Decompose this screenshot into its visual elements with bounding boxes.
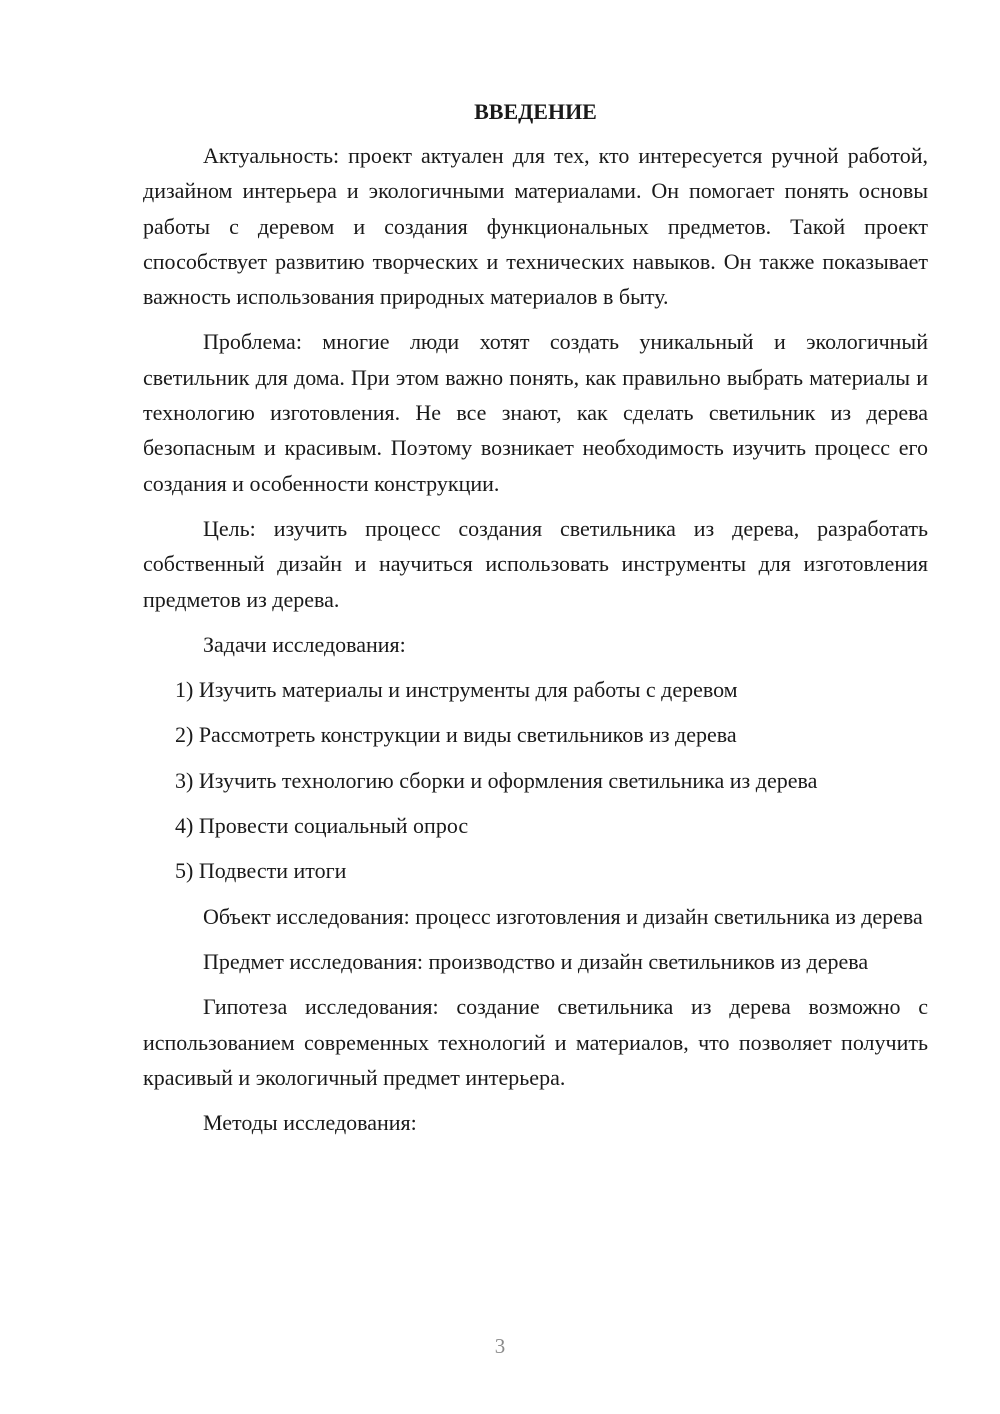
task-item-3: 3) Изучить технологию сборки и оформления светильника из дерева [175, 767, 818, 793]
goal-paragraph: Цель: изучить процесс создания светильника из дерева, разработать собственный дизайн и научиться использовать инструменты для изготовления предметов из дерева. [143, 515, 928, 612]
document-page [143, 96, 928, 1150]
subject-paragraph: Предмет исследования: производство и дизайн светильников из дерева [203, 948, 869, 974]
relevance-paragraph: Актуальность: проект актуален для тех, кто интересуется ручной работой, дизайном интерьера и экологичными материалами. Он помогает понять основы работы с деревом и создания функциональных предметов. Такой проект способствует развитию творческих и технических навыков. Он также показывает важность использования природных материалов в быту. [143, 143, 928, 310]
methods-heading: Методы исследования: [203, 1110, 417, 1136]
section-title: ВВЕДЕНИЕ [474, 99, 597, 124]
tasks-heading: Задачи исследования: [203, 631, 406, 657]
task-item-4: 4) Провести социальный опрос [175, 813, 469, 839]
problem-paragraph: Проблема: многие люди хотят создать уникальный и экологичный светильник для дома. При этом важно понять, как правильно выбрать материалы и технологию изготовления. Не все знают, как сделать светильник из дерева безопасным и красивым. Поэтому возникает необходимость изучить процесс его создания и особенности конструкции. [143, 329, 928, 496]
task-item-1: 1) Изучить материалы и инструменты для работы с деревом [175, 677, 738, 703]
object-paragraph: Объект исследования: процесс изготовления и дизайн светильника из дерева [203, 903, 923, 929]
page-number: 3 [494, 1334, 506, 1358]
task-item-2: 2) Рассмотреть конструкции и виды светильников из дерева [175, 722, 737, 748]
task-item-5: 5) Подвести итоги [175, 858, 347, 884]
hypothesis-paragraph: Гипотеза исследования: создание светильника из дерева возможно с использованием современных технологий и материалов, что позволяет получить красивый и экологичный предмет интерьера. [143, 994, 928, 1090]
